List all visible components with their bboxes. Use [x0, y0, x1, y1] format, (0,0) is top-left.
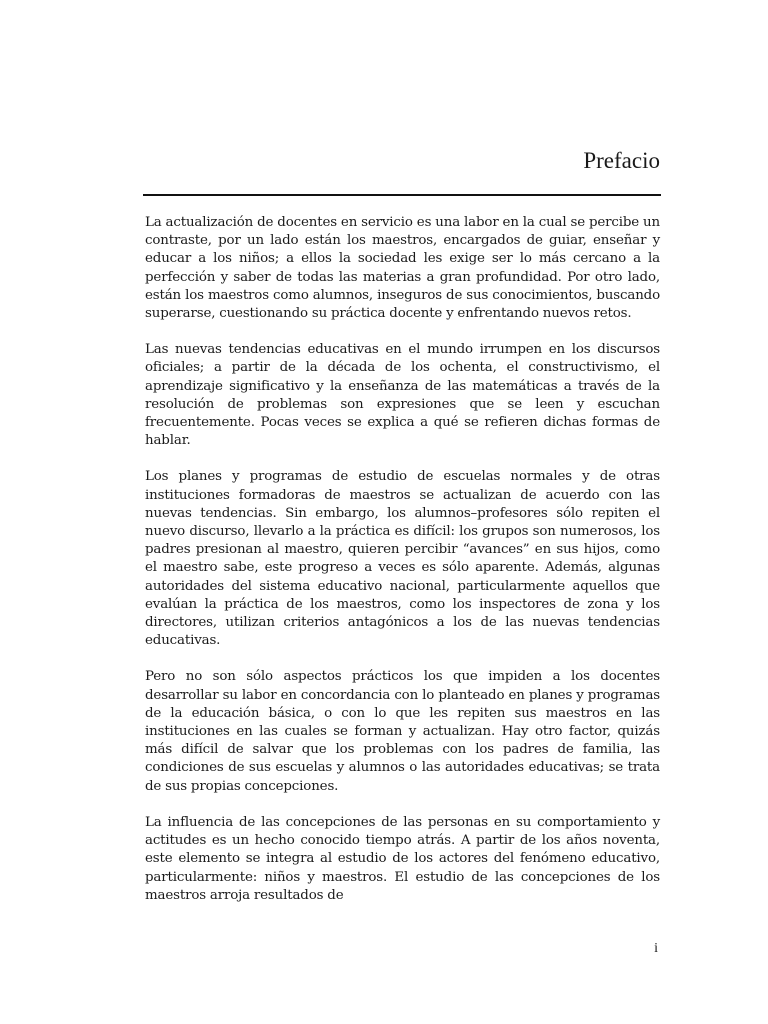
title-divider: [143, 194, 661, 196]
paragraph-2: Las nuevas tendencias educativas en el mundo irrumpen en los discursos oficiales; a partir de la década de los ochenta, el constructivismo, el aprendizaje significativo y la enseñanza de las matemáticas a través de la resolución de problemas son expresiones que se leen y escuchan frecuentemente. Pocas veces se explica a qué se refieren dichas formas de hablar.: [145, 342, 660, 449]
paragraph-5: La influencia de las concepciones de las personas en su comportamiento y actitudes es un hecho conocido tiempo atrás. A partir de los años noventa, este elemento se integra al estudio de los actores del fenómeno educativo, particularmente: niños y maestros. El estudio de las concepciones de los maestros arroja resultados de: [145, 814, 660, 903]
body-text: [145, 214, 660, 923]
paragraph-1: La actualización de docentes en servicio es una labor en la cual se percibe un contraste, por un lado están los maestros, encargados de guiar, enseñar y educar a los niños; a ellos la sociedad les exige ser lo más cercano a la perfección y saber de todas las materias a gran profundidad. Por otro lado, están los maestros como alumnos, inseguros de sus conocimientos, buscando superarse, cuestionando su práctica docente y enfrentando nuevos retos.: [145, 215, 660, 322]
paragraph-3: Los planes y programas de estudio de escuelas normales y de otras instituciones formadoras de maestros se actualizan de acuerdo con las nuevas tendencias. Sin embargo, los alumnos–profesores sólo repiten el nuevo discurso, llevarlo a la práctica es difícil: los grupos son numerosos, los padres presionan al maestro, quieren percibir “avances” en sus hijos, como el maestro sabe, este progreso a veces es sólo aparente. Además, algunas autoridades del sistema educativo nacional, particularmente aquellos que evalúan la práctica de los maestros, como los inspectores de zona y los directores, utilizan criterios antagónicos a los de las nuevas tendencias educativas.: [145, 469, 660, 649]
page-number: i: [654, 941, 658, 956]
page-title: Prefacio: [583, 148, 660, 173]
paragraph-4: Pero no son sólo aspectos prácticos los que impiden a los docentes desarrollar su labor en concordancia con lo planteado en planes y programas de la educación básica, o con lo que les repiten sus maestros en las instituciones en las cuales se forman y actualizan. Hay otro factor, quizás más difícil de salvar que los problemas con los padres de familia, las condiciones de sus escuelas y alumnos o las autoridades educativas; se trata de sus propias concepciones.: [145, 669, 660, 794]
